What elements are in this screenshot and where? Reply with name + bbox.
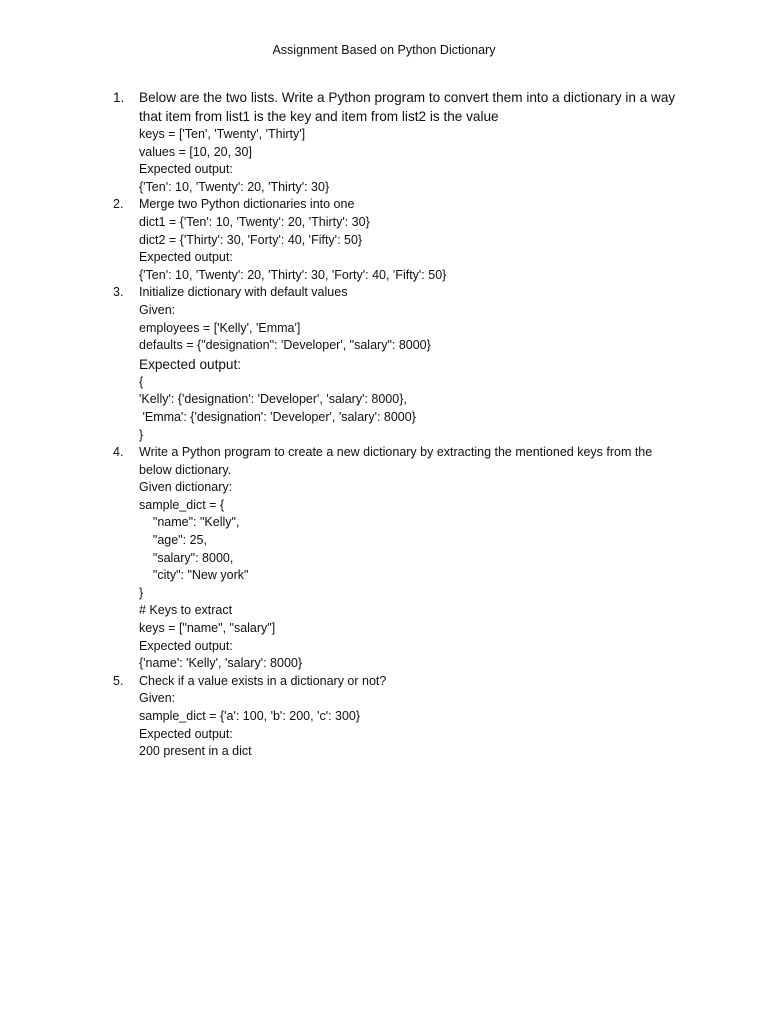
expected-output-value: 'Emma': {'designation': 'Developer', 'salary': 8000} — [139, 409, 416, 424]
question-4 — [113, 444, 683, 673]
code-line: sample_dict = { — [139, 497, 225, 512]
given-label: Given: — [139, 302, 176, 317]
expected-output-label: Expected output: — [139, 726, 233, 741]
document-title: Assignment Based on Python Dictionary — [272, 43, 496, 57]
expected-output-label: Expected output: — [139, 638, 233, 653]
question-3 — [113, 284, 683, 444]
code-line: "name": "Kelly", — [139, 515, 240, 530]
expected-output-value: {'Ten': 10, 'Twenty': 20, 'Thirty': 30} — [139, 179, 330, 194]
question-text: Initialize dictionary with default values — [139, 285, 348, 300]
code-line: "age": 25, — [139, 533, 207, 548]
expected-output-value: {'name': 'Kelly', 'salary': 8000} — [139, 656, 303, 671]
question-2 — [113, 196, 683, 284]
question-1 — [113, 88, 683, 196]
question-text: Check if a value exists in a dictionary or not? — [139, 673, 387, 688]
code-line: values = [10, 20, 30] — [139, 144, 252, 159]
question-number: 3. — [113, 285, 124, 300]
code-line: employees = ['Kelly', 'Emma'] — [139, 320, 301, 335]
expected-output-label: Expected output: — [139, 356, 242, 372]
code-line: keys = ['Ten', 'Twenty', 'Thirty'] — [139, 127, 306, 141]
expected-output-value: 'Kelly': {'designation': 'Developer', 'salary': 8000}, — [139, 392, 407, 407]
expected-output-value: } — [139, 427, 144, 442]
expected-output-label: Expected output: — [139, 250, 233, 265]
question-number: 4. — [113, 445, 124, 460]
expected-output-value: { — [139, 374, 144, 389]
code-line: sample_dict = {'a': 100, 'b': 200, 'c': 300} — [139, 709, 361, 723]
given-label: Given dictionary: — [139, 480, 233, 495]
code-line: } — [139, 585, 144, 600]
expected-output-label: Expected output: — [139, 162, 233, 177]
question-number: 1. — [113, 90, 125, 105]
question-number: 2. — [113, 197, 124, 212]
code-line: keys = ["name", "salary"] — [139, 621, 276, 636]
code-line: # Keys to extract — [139, 603, 233, 618]
expected-output-value: {'Ten': 10, 'Twenty': 20, 'Thirty': 30, 'Forty': 40, 'Fifty': 50} — [139, 267, 447, 282]
given-label: Given: — [139, 691, 176, 706]
question-text: Below are the two lists. Write a Python program to convert them into a dictionary in a way that item from list1 is the key and item from list2 is the value — [139, 90, 676, 124]
code-line: dict1 = {'Ten': 10, 'Twenty': 20, 'Thirty': 30} — [139, 214, 370, 229]
code-line: defaults = {"designation": 'Developer', "salary": 8000} — [139, 338, 431, 353]
question-text: Write a Python program to create a new dictionary by extracting the mentioned keys from the below dictionary. — [139, 445, 653, 477]
code-line: "salary": 8000, — [139, 550, 234, 565]
code-line: "city": "New york" — [139, 568, 249, 583]
expected-output-value: 200 present in a dict — [139, 744, 252, 759]
code-line: dict2 = {'Thirty': 30, 'Forty': 40, 'Fifty': 50} — [139, 232, 363, 247]
assignment-list — [113, 88, 683, 761]
question-text: Merge two Python dictionaries into one — [139, 197, 355, 212]
question-number: 5. — [113, 673, 124, 688]
question-5 — [113, 673, 683, 761]
